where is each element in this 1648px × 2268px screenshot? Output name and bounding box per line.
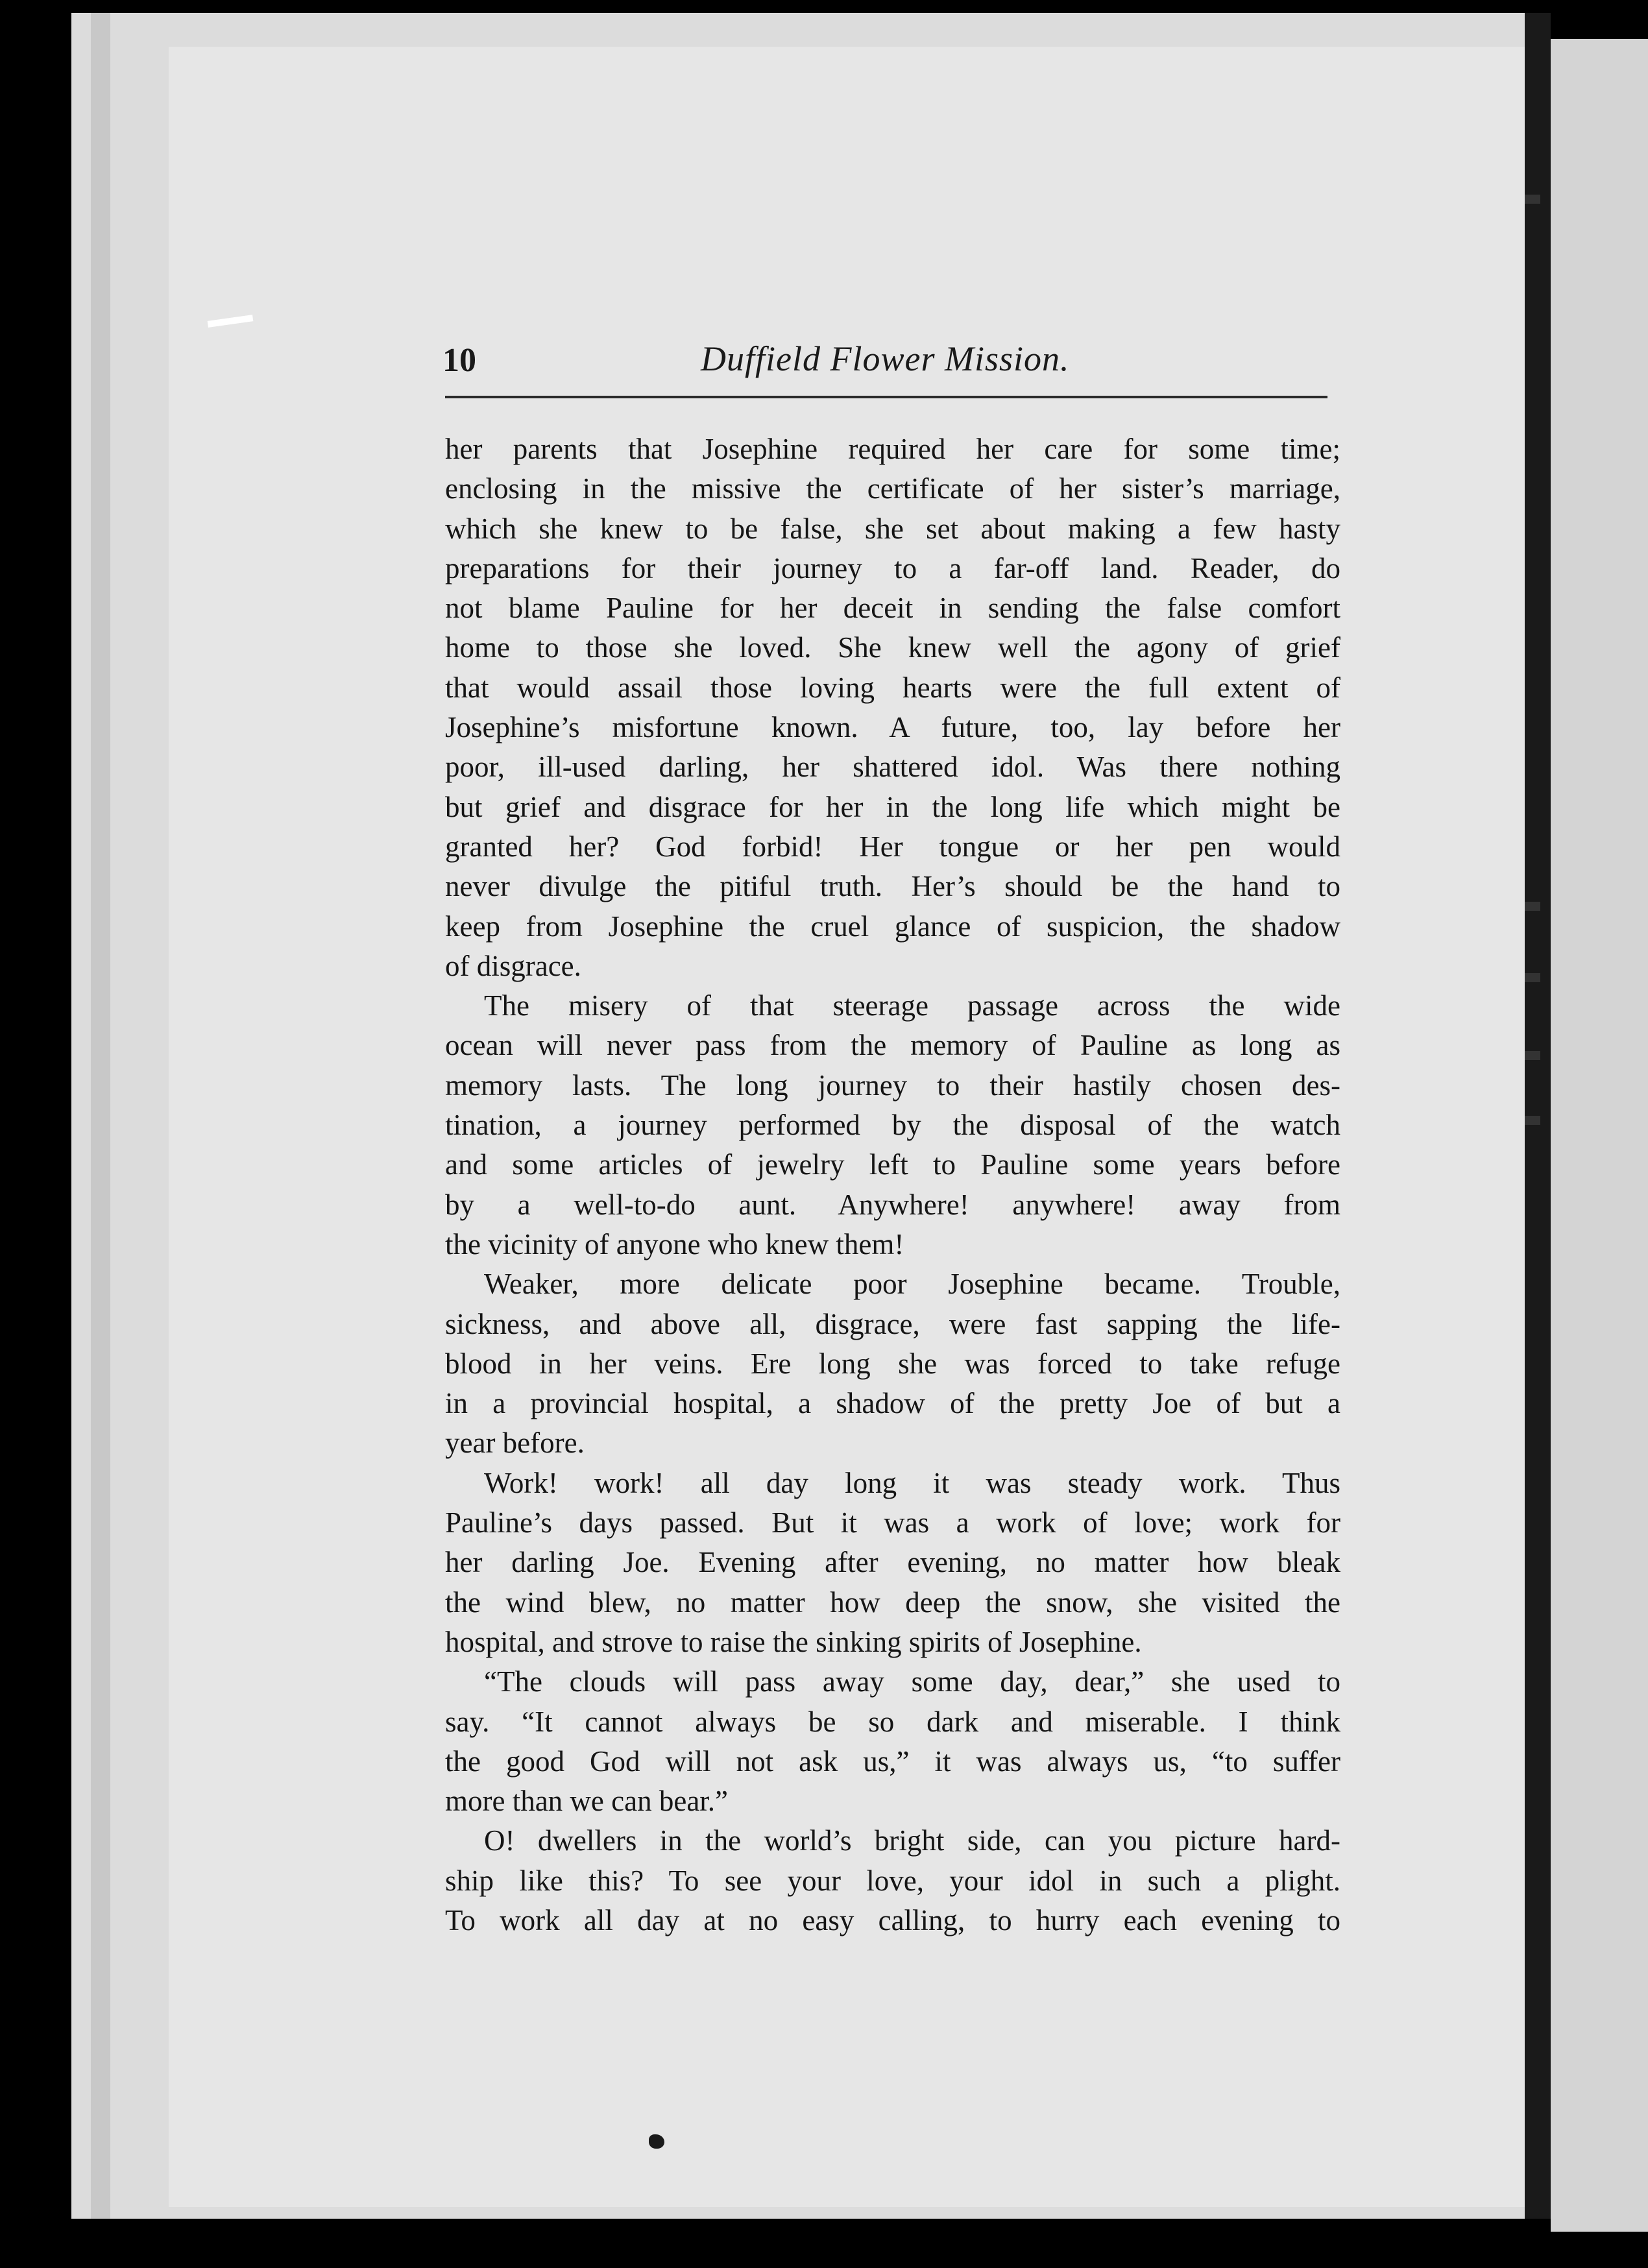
text-line: in a provincial hospital, a shadow of the pretty Joe of but a (445, 1387, 1340, 1420)
edge-mark (1525, 1116, 1540, 1125)
text-line: her parents that Josephine required her care for some time; (445, 433, 1340, 465)
text-line: but grief and disgrace for her in the long life which might be (445, 790, 1340, 823)
text-line: To work all day at no easy calling, to hurry each evening to (445, 1903, 1340, 1936)
page-number: 10 (442, 342, 476, 379)
edge-mark (1525, 973, 1540, 982)
text-line: which she knew to be false, she set about making a few hasty (445, 512, 1340, 545)
text-line: “The clouds will pass away some day, dear,” she used to (484, 1665, 1340, 1698)
text-line: keep from Josephine the cruel glance of suspicion, the shadow (445, 910, 1340, 943)
text-line: sickness, and above all, disgrace, were fast sapping the life- (445, 1307, 1340, 1340)
text-line: enclosing in the missive the certificate of her sister’s marriage, (445, 472, 1340, 505)
text-line: never divulge the pitiful truth. Her’s should be the hand to (445, 870, 1340, 903)
text-line: Josephine’s misfortune known. A future, too, lay before her (445, 711, 1340, 744)
next-leaf-top-shadow (1551, 0, 1648, 39)
running-title: Duffield Flower Mission. (701, 339, 1070, 378)
text-line: that would assail those loving hearts were the full extent of (445, 671, 1340, 704)
text-line: say. “It cannot always be so dark and miserable. I think (445, 1705, 1340, 1738)
edge-mark (1525, 1051, 1540, 1060)
header-rule (445, 396, 1327, 398)
text-line: by a well-to-do aunt. Anywhere! anywhere! away from (445, 1188, 1340, 1221)
text-line: home to those she loved. She knew well the agony of grief (445, 631, 1340, 664)
text-line: The misery of that steerage passage across the wide (484, 989, 1340, 1022)
text-line: tination, a journey performed by the disposal of the watch (445, 1109, 1340, 1142)
text-line: the vicinity of anyone who knew them! (445, 1227, 904, 1261)
text-line: hospital, and strove to raise the sinking spirits of Josephine. (445, 1625, 1142, 1658)
text-line: Pauline’s days passed. But it was a work of love; work for (445, 1506, 1340, 1539)
ink-speck (649, 2134, 664, 2149)
text-line: blood in her veins. Ere long she was forced to take refuge (445, 1347, 1340, 1380)
edge-mark (1525, 195, 1540, 204)
text-line: ocean will never pass from the memory of Pauline as long as (445, 1029, 1340, 1062)
text-line: of disgrace. (445, 949, 581, 982)
bottom-shadow (71, 2219, 1551, 2268)
text-line: and some articles of jewelry left to Pauline some years before (445, 1148, 1340, 1181)
body-text (445, 429, 1340, 1940)
text-line: O! dwellers in the world’s bright side, can you picture hard- (484, 1824, 1340, 1857)
text-line: granted her? God forbid! Her tongue or her pen would (445, 830, 1340, 863)
text-line: poor, ill-used darling, her shattered idol. Was there nothing (445, 751, 1340, 784)
text-line: not blame Pauline for her deceit in sending the false comfort (445, 592, 1340, 625)
text-line: more than we can bear.” (445, 1785, 729, 1818)
text-line: memory lasts. The long journey to their hastily chosen des- (445, 1068, 1340, 1102)
text-line: her darling Joe. Evening after evening, no matter how bleak (445, 1546, 1340, 1579)
text-line: Weaker, more delicate poor Josephine became. Trouble, (484, 1268, 1340, 1301)
edge-mark (1525, 902, 1540, 911)
text-line: Work! work! all day long it was steady work. Thus (484, 1466, 1340, 1499)
text-line: the good God will not ask us,” it was always us, “to suffer (445, 1744, 1340, 1778)
text-line: year before. (445, 1427, 585, 1460)
page-edge-strip (91, 13, 110, 2219)
text-line: ship like this? To see your love, your idol in such a plight. (445, 1864, 1340, 1897)
text-line: preparations for their journey to a far-off land. Reader, do (445, 551, 1340, 585)
next-page-edge (1551, 39, 1648, 2232)
text-line: the wind blew, no matter how deep the snow, she visited the (445, 1586, 1340, 1619)
